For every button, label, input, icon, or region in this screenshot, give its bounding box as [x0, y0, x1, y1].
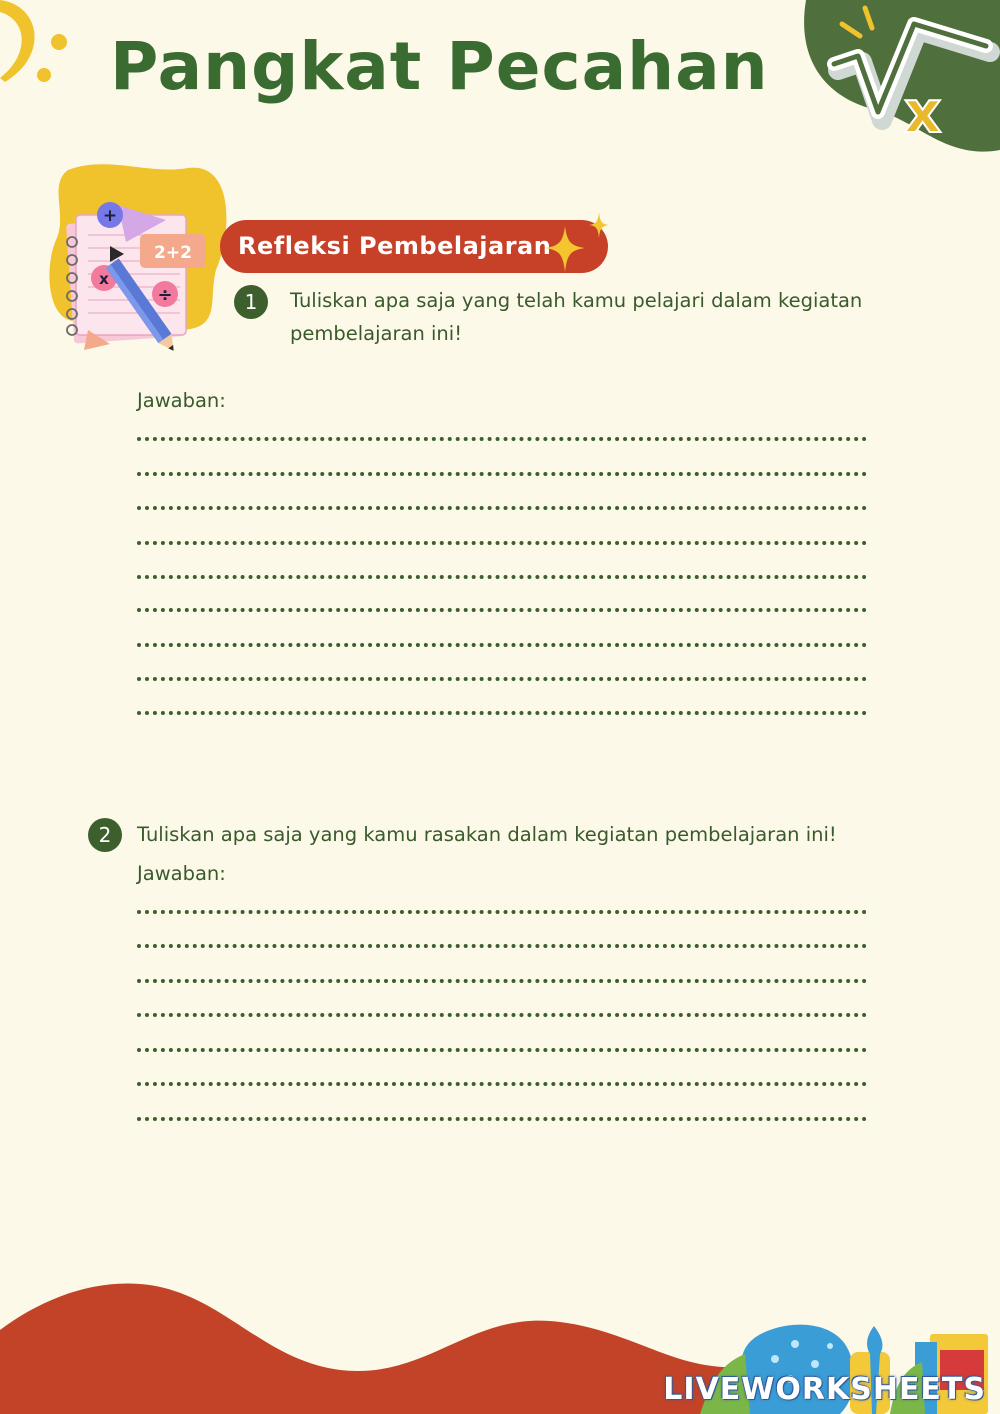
notebook-pencil-icon — [48, 160, 238, 360]
answer-line[interactable] — [137, 472, 867, 476]
corner-icon-letter: x — [904, 78, 942, 146]
question-1-number: 1 — [234, 285, 268, 319]
question-2-text: Tuliskan apa saja yang kamu rasakan dalam kegiatan pembelajaran ini! — [137, 823, 837, 846]
answer-line[interactable] — [137, 437, 867, 441]
sun-swirl-icon — [0, 0, 80, 100]
brand-logo-text: LIVEWORKSHEETS — [663, 1372, 986, 1407]
times-symbol: x — [99, 270, 109, 288]
answer-line[interactable] — [137, 541, 867, 545]
answer-line[interactable] — [137, 643, 867, 647]
answer-line[interactable] — [137, 910, 867, 914]
answer-line[interactable] — [137, 711, 867, 715]
answer-line[interactable] — [137, 575, 867, 579]
answer-line[interactable] — [137, 1117, 867, 1121]
equation-tag: 2+2 — [154, 243, 192, 263]
question-2-number: 2 — [88, 818, 122, 852]
question-2-answer-label: Jawaban: — [137, 862, 226, 885]
question-1-text: Tuliskan apa saja yang telah kamu pelajari dalam kegiatan pembelajaran ini! — [290, 289, 863, 345]
divide-symbol: ÷ — [157, 285, 173, 306]
section-label: Refleksi Pembelajaran — [238, 232, 552, 260]
page-title: Pangkat Pecahan — [110, 28, 769, 105]
sparkle-icon — [543, 212, 613, 276]
answer-line[interactable] — [137, 1013, 867, 1017]
answer-line[interactable] — [137, 944, 867, 948]
answer-line[interactable] — [137, 677, 867, 681]
question-1-answer-label: Jawaban: — [137, 389, 226, 412]
answer-line[interactable] — [137, 1082, 867, 1086]
answer-line[interactable] — [137, 506, 867, 510]
answer-line[interactable] — [137, 979, 867, 983]
answer-line[interactable] — [137, 608, 867, 612]
plus-symbol: + — [102, 206, 118, 226]
square-root-x-icon — [820, 0, 1000, 170]
answer-line[interactable] — [137, 1048, 867, 1052]
